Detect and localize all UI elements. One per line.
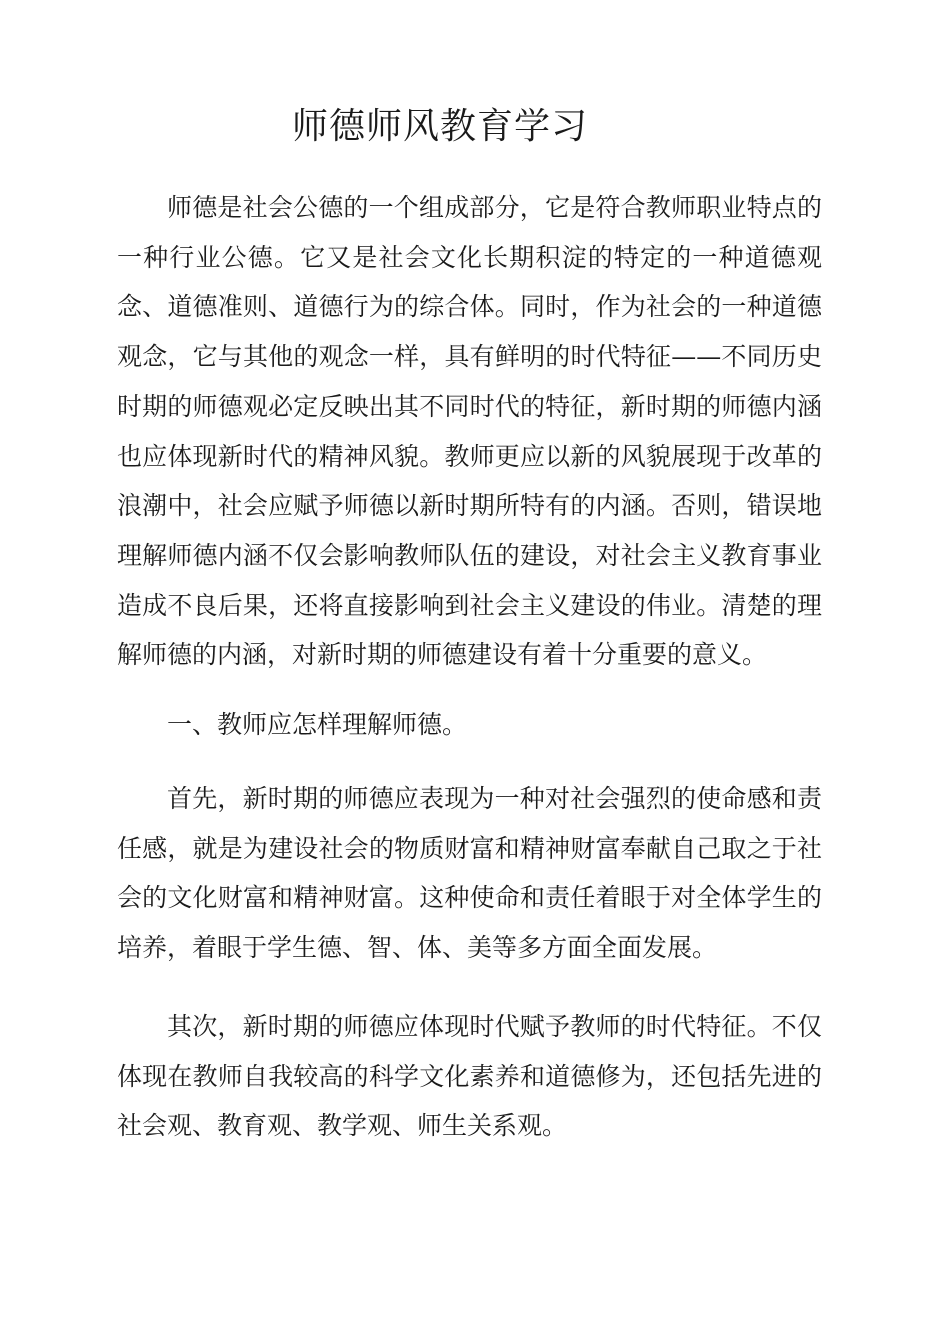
document-title: 师德师风教育学习	[291, 106, 588, 147]
section-heading: 一、教师应怎样理解师德。	[167, 710, 468, 739]
intro-paragraph: 师德是社会公德的一个组成部分，它是符合教师职业特点的一种行业公德。它又是社会文化长期积淀的特定的一种道德观念、道德准则、道德行为的综合体。同时，作为社会的一种道德观念，它与其他的观念一样，具有鲜明的时代特征——不同历史时期的师德观必定反映出其不同时代的特征，新时期的师德内涵也应体现新时代的精神风貌。教师更应以新的风貌展现于改革的浪潮中，社会应赋予师德以新时期所特有的内涵。否则，错误地理解师德内涵不仅会影响教师队伍的建设，对社会主义教育事业造成不良后果，还将直接影响到社会主义建设的伟业。清楚的理解师德的内涵，对新时期的师德建设有着十分重要的意义。	[117, 193, 822, 670]
body-paragraph-second: 其次，新时期的师德应体现时代赋予教师的时代特征。不仅体现在教师自我较高的科学文化素养和道德修为，还包括先进的社会观、教育观、教学观、师生关系观。	[117, 1012, 822, 1141]
body-paragraph-first: 首先，新时期的师德应表现为一种对社会强烈的使命感和责任感，就是为建设社会的物质财富和精神财富奉献自己取之于社会的文化财富和精神财富。这种使命和责任着眼于对全体学生的培养，着眼于学生德、智、体、美等多方面全面发展。	[117, 784, 822, 963]
